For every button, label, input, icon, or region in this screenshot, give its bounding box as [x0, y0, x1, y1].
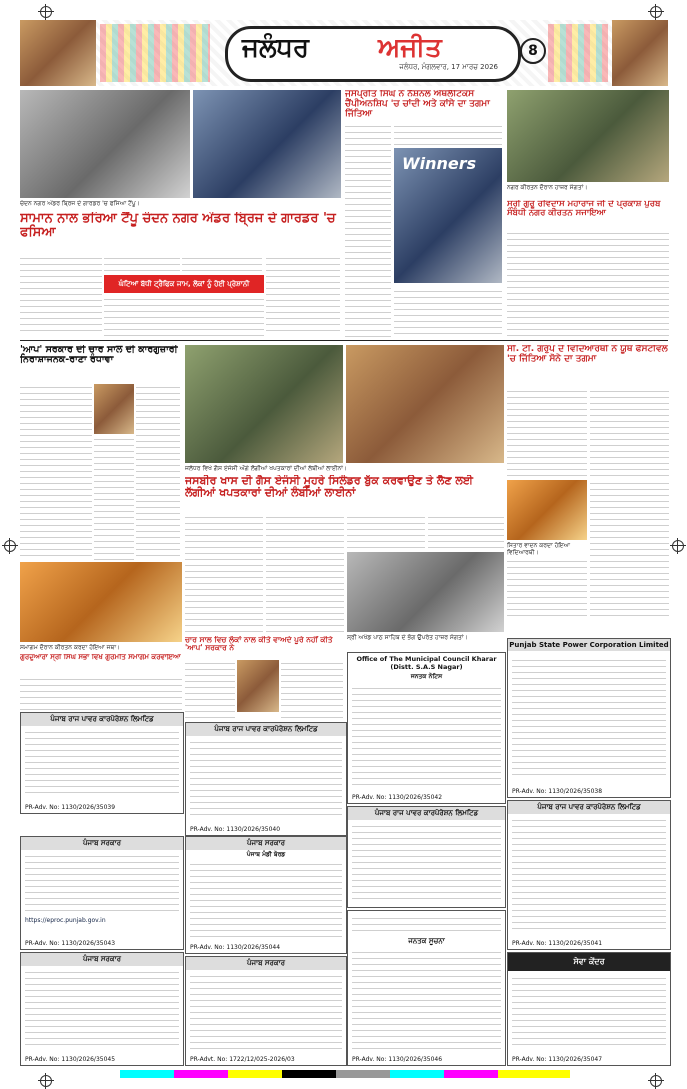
tempo-photo-2: [193, 90, 341, 198]
punjab-sarkar-center-sub: ਪੰਜਾਬ ਮੰਡੀ ਬੋਰਡ: [246, 851, 286, 858]
bhog-photo: [347, 552, 504, 632]
aap-body-col3: [94, 436, 134, 560]
gurmat-photo: [20, 562, 182, 642]
punjab-sarkar-left-body: [25, 853, 179, 913]
gas-headline: ਜਸਬੀਰ ਖਾਸ ਦੀ ਗੈਸ ਏਜੰਸੀ ਮੂਹਰੇ ਸਿਲੰਡਰ ਬੁੱਕ ਕਰਵਾਉਣ ਤੇ ਲੈਣ ਲਈ ਲੱਗੀਆਂ ਖਪਤਕਾਰਾਂ ਦੀਆਂ ਲੰਬੀਆਂ ਲਾਈਨਾਂ: [185, 475, 473, 500]
tempo-headline: ਸਾਮਾਨ ਨਾਲ ਭਰਿਆ ਟੈਂਪੂ ਚੰਦਨ ਨਗਰ ਅੰਡਰ ਬ੍ਰਿਜ ਦੇ ਗਾਰਡਰ 'ਚ ਫਸਿਆ: [20, 212, 336, 241]
masthead-photo-right: [612, 20, 668, 86]
janak-suchna-footer: PR-Adv. No: 1130/2026/35046: [352, 1055, 443, 1063]
janak-suchna-ad: [347, 910, 506, 1066]
aap2-portrait: [237, 660, 279, 712]
pspcl-mid-left-footer: PR-Adv. No: 1130/2026/35039: [25, 803, 116, 811]
sitar-body-col4: [507, 558, 587, 620]
registration-mark: [40, 6, 52, 18]
punjab-sarkar-center-title: ਪੰਜਾਬ ਸਰਕਾਰ: [186, 837, 346, 850]
punjab-sarkar-left-footer: PR-Adv. No: 1130/2026/35043: [25, 939, 116, 947]
pspcl-top-org: Punjab State Power Corporation Limited: [509, 641, 669, 649]
registration-mark: [650, 6, 662, 18]
aap-portrait: [94, 384, 134, 434]
gas-body-col3: [347, 514, 425, 550]
pspcl-right2-org: ਪੰਜਾਬ ਰਾਜ ਪਾਵਰ ਕਾਰਪੋਰੇਸ਼ਨ ਲਿਮਟਿਡ: [508, 801, 670, 814]
sitar-headline: ਸੀ. ਟੀ. ਗਰੁੱਪ ਦੇ ਵਿਦਿਆਰਥੀ ਨੇ ਯੂਥ ਫੈਸਟੀਵਲ 'ਚ ਜਿੱਤਿਆ ਸੋਨੇ ਦਾ ਤਗਮਾ: [507, 345, 668, 364]
sewa-body: [512, 975, 666, 1049]
pspcl-lower-center-body: [352, 823, 501, 903]
masthead-logo: [225, 26, 521, 82]
pspcl-mid-left-ad: [20, 712, 184, 814]
punjab-sarkar-center-footer: PR-Adv. No: 1130/2026/35044: [190, 943, 281, 951]
sitar-caption: ਸਿਤਾਰ ਵਾਦਨ ਕਰਦਾ ਹੋਇਆ ਵਿਦਿਆਰਥੀ।: [507, 542, 571, 556]
masthead-photo-left: [20, 20, 96, 86]
winners-headline: ਜਸਪ੍ਰੀਤ ਸਿੰਘ ਨੇ ਨੈਸ਼ਨਲ ਐਥਲੈਟਿਕਸ ਚੈਂਪੀਅਨਸ਼ਿਪ 'ਚ ਚਾਂਦੀ ਅਤੇ ਕਾਂਸੇ ਦਾ ਤਗਮਾ ਜਿੱਤਿਆ: [345, 90, 490, 119]
divider: [20, 340, 668, 341]
winners-photo: [394, 148, 502, 283]
punjab-sarkar-center-body: [190, 861, 342, 937]
pspcl-mid-center-ad: [185, 722, 347, 836]
color-bar: [120, 1070, 570, 1078]
tempo-body-col4: [266, 255, 340, 335]
registration-mark: [672, 540, 684, 552]
punjab-sarkar-bottom-center-footer: PR-Advt. No: 1722/12/025-2026/03: [190, 1055, 295, 1063]
gurmat-headline: ਗੁਰਦੁਆਰਾ ਸ੍ਰੀ ਸਿੰਘ ਸਭਾ ਵਿਖੇ ਗੁਰਮਤਿ ਸਮਾਗਮ ਕਰਵਾਇਆ: [20, 654, 181, 661]
masthead-pattern-right: [548, 24, 608, 82]
janak-suchna-title: ਜਨਤਕ ਸੂਚਨਾ: [408, 937, 445, 945]
winners-body-col3: [394, 288, 502, 338]
winners-body-col2: [394, 123, 502, 145]
punjab-sarkar-center-ad: [185, 836, 347, 954]
gas-caption: ਜਲੰਧਰ ਵਿਖੇ ਗੈਸ ਏਜੰਸੀ ਅੱਗੇ ਲੱਗੀਆਂ ਖਪਤਕਾਰਾਂ ਦੀਆਂ ਲੰਬੀਆਂ ਲਾਈਨਾਂ।: [185, 465, 347, 472]
pspcl-right2-ad: [507, 800, 671, 950]
sitar-photo: [507, 480, 587, 540]
sitar-body-col1: [507, 388, 587, 478]
tempo-body-col2: [104, 255, 180, 273]
masthead-title-right: ਅਜੀਤ: [378, 33, 442, 63]
punjab-sarkar-left-ad: [20, 836, 184, 950]
punjab-sarkar-bottom-center-ad: [185, 956, 347, 1066]
punjab-sarkar-left-title: ਪੰਜਾਬ ਸਰਕਾਰ: [21, 837, 183, 850]
janak-suchna-body: [352, 949, 501, 1049]
pspcl-lower-center-ad: [347, 806, 506, 908]
punjab-sarkar-left-link[interactable]: https://eproc.punjab.gov.in: [25, 917, 106, 924]
pspcl-top-footer: PR-Adv. No: 1130/2026/35038: [512, 787, 603, 795]
punjab-sarkar-bottom-center-title: ਪੰਜਾਬ ਸਰਕਾਰ: [186, 957, 346, 970]
winners-banner: Winners: [402, 154, 477, 173]
council-body: [352, 685, 501, 785]
pspcl-top-body: [512, 657, 666, 779]
pspcl-mid-left-org: ਪੰਜਾਬ ਰਾਜ ਪਾਵਰ ਕਾਰਪੋਰੇਸ਼ਨ ਲਿਮਟਿਡ: [21, 713, 183, 726]
sewa-ad: [507, 952, 671, 1066]
aap2-body-col2: [281, 660, 343, 720]
gurmat-caption: ਸਮਾਗਮ ਦੌਰਾਨ ਕੀਰਤਨ ਕਰਦਾ ਹੋਇਆ ਜਥਾ।: [20, 644, 121, 651]
pspcl-right2-footer: PR-Adv. No: 1130/2026/35041: [512, 939, 603, 947]
pspcl-mid-center-org: ਪੰਜਾਬ ਰਾਜ ਪਾਵਰ ਕਾਰਪੋਰੇਸ਼ਨ ਲਿਮਟਿਡ: [186, 723, 346, 736]
registration-mark: [4, 540, 16, 552]
sewa-footer: PR-Adv. No: 1130/2026/35047: [512, 1055, 603, 1063]
gas-body-col2: [266, 514, 344, 634]
page-number-badge: 8: [520, 38, 546, 64]
nagar-kirtan-photo: [507, 90, 669, 182]
aap2-headline: ਚਾਰ ਸਾਲ ਵਿਚ ਲੋਕਾਂ ਨਾਲ ਕੀਤੇ ਵਾਅਦੇ ਪੂਰੇ ਨਹੀਂ ਕੀਤੇ 'ਆਪ' ਸਰਕਾਰ ਨੇ: [185, 636, 333, 653]
tempo-highlight: ਘੰਟਿਆਂ ਬੱਧੀ ਟ੍ਰੈਫਿਕ ਜਾਮ, ਲੋਕਾਂ ਨੂੰ ਹੋਈ ਪ੍ਰੇਸ਼ਾਨੀ: [104, 275, 264, 293]
tempo-body-col3: [182, 255, 262, 273]
masthead-pattern-left: [100, 24, 210, 82]
gas-body-col1: [185, 514, 263, 634]
masthead-subline: ਜਲੰਧਰ, ਮੰਗਲਵਾਰ, 17 ਮਾਰਚ 2026: [399, 63, 498, 71]
tempo-caption: ਚੰਦਨ ਨਗਰ ਅੰਡਰ ਬ੍ਰਿਜ ਦੇ ਗਾਰਡਰ 'ਚ ਫਸਿਆ ਟੈਂਪੂ।: [20, 200, 140, 207]
gas-photo-1: [185, 345, 343, 463]
pspcl-top-ad: [507, 638, 671, 798]
council-sub: ਜਨਤਕ ਨੋਟਿਸ: [410, 673, 443, 680]
nagar-kirtan-body: [507, 230, 669, 338]
gas-photo-2: [346, 345, 504, 463]
bhog-caption: ਸ੍ਰੀ ਅਖੰਡ ਪਾਠ ਸਾਹਿਬ ਦੇ ਭੋਗ ਉਪਰੰਤ ਹਾਜ਼ਰ ਸੰਗਤਾਂ।: [347, 634, 468, 641]
pspcl-mid-center-footer: PR-Adv. No: 1130/2026/35040: [190, 825, 281, 833]
tempo-photo-1: [20, 90, 190, 198]
council-notice: [347, 652, 506, 804]
council-footer: PR-Adv. No: 1130/2026/35042: [352, 793, 443, 801]
nagar-kirtan-caption: ਨਗਰ ਕੀਰਤਨ ਦੌਰਾਨ ਹਾਜ਼ਰ ਸੰਗਤਾਂ।: [507, 184, 588, 191]
tempo-body-col5: [104, 296, 264, 336]
aap-body-col1: [20, 384, 92, 560]
council-title: Office of The Municipal Council Kharar (Distt. S.A.S Nagar): [356, 655, 497, 672]
gas-body-col4: [428, 514, 504, 550]
sewa-banner: ਸੇਵਾ ਕੇਂਦਰ: [508, 953, 670, 971]
pspcl-lower-center-org: ਪੰਜਾਬ ਰਾਜ ਪਾਵਰ ਕਾਰਪੋਰੇਸ਼ਨ ਲਿਮਟਿਡ: [348, 807, 505, 820]
aap2-body-col1: [185, 660, 235, 720]
registration-mark: [40, 1075, 52, 1087]
nagar-kirtan-headline: ਸ੍ਰੀ ਗੁਰੂ ਰਵਿਦਾਸ ਮਹਾਰਾਜ ਜੀ ਦੇ ਪ੍ਰਕਾਸ਼ ਪੁਰਬ ਸੰਬੰਧੀ ਨਗਰ ਕੀਰਤਨ ਸਜਾਇਆ: [507, 200, 661, 219]
pspcl-mid-center-body: [190, 739, 342, 819]
tempo-body-col1: [20, 255, 102, 335]
aap-headline: 'ਆਪ' ਸਰਕਾਰ ਦੀ ਚਾਰ ਸਾਲ ਦੀ ਕਾਰਗੁਜ਼ਾਰੀ ਨਿਰਾਸ਼ਾਜਨਕ-ਰਾਣਾ ਰੰਧਾਵਾ: [20, 345, 178, 366]
masthead: [20, 20, 668, 86]
winners-body-col1: [345, 123, 391, 338]
janak-suchna-letterhead: [352, 915, 501, 935]
punjab-sarkar-bottom-left-footer: PR-Adv. No: 1130/2026/35045: [25, 1055, 116, 1063]
pspcl-mid-left-body: [25, 729, 179, 797]
sitar-body-col3: [590, 480, 669, 620]
pspcl-right2-body: [512, 817, 666, 933]
punjab-sarkar-bottom-left-ad: [20, 952, 184, 1066]
masthead-title-left: ਜਲੰਧਰ: [242, 33, 310, 63]
gurmat-body: [20, 676, 182, 710]
sitar-body-col2: [590, 388, 669, 478]
aap-body-col2: [136, 384, 180, 560]
punjab-sarkar-bottom-left-body: [25, 969, 179, 1049]
punjab-sarkar-bottom-left-title: ਪੰਜਾਬ ਸਰਕਾਰ: [21, 953, 183, 966]
punjab-sarkar-bottom-center-body: [190, 973, 342, 1049]
registration-mark: [650, 1075, 662, 1087]
